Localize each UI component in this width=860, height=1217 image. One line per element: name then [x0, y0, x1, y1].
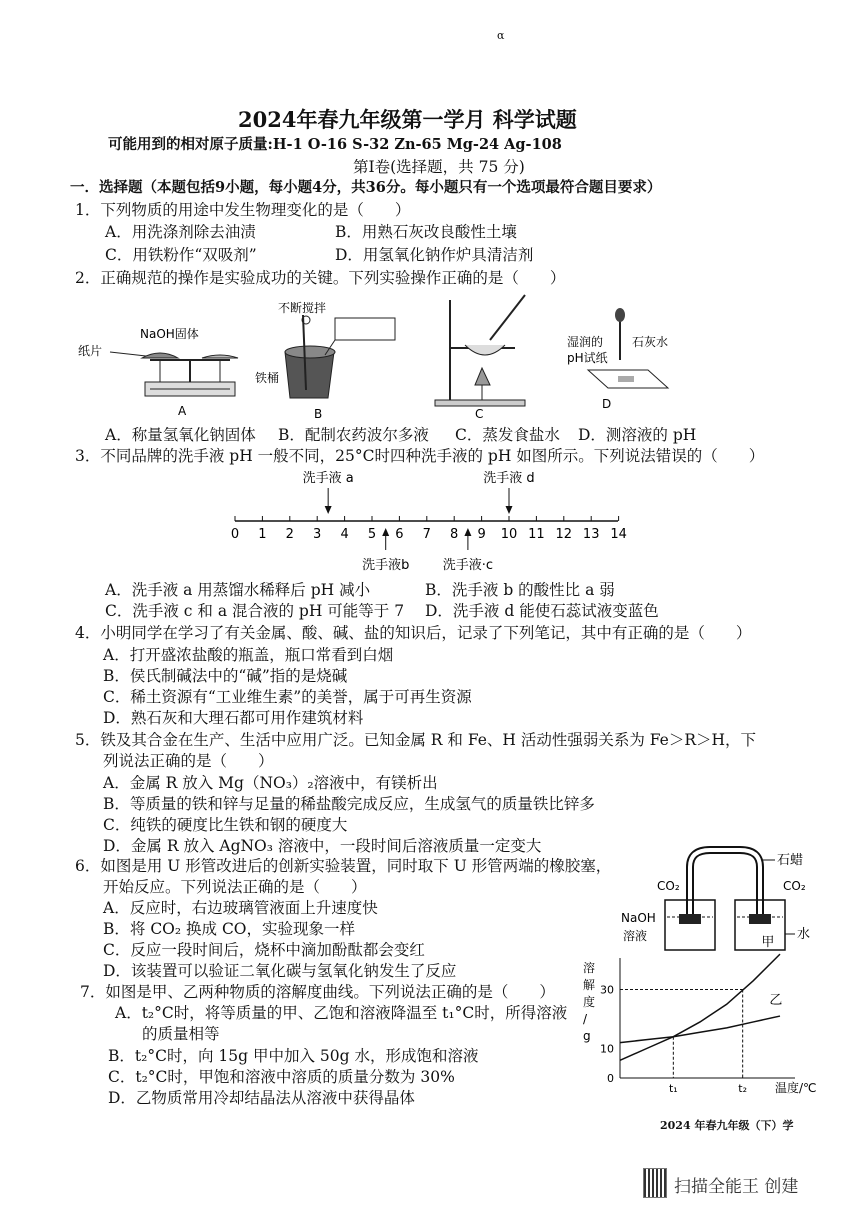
- naoh-label: NaOH: [621, 911, 656, 925]
- q4-option-d: D．熟石灰和大理石都可用作建筑材料: [103, 709, 364, 727]
- ph-tick-label: 2: [285, 527, 294, 542]
- ph-tick-label: 9: [477, 527, 486, 542]
- q5-option-c: C．纯铁的硬度比生铁和钢的硬度大: [103, 816, 348, 834]
- q3-option-b: B．洗手液 b 的酸性比 a 弱: [425, 581, 615, 599]
- fig-c-label: C: [475, 407, 484, 421]
- q1-option-c: C．用铁粉作“双吸剂”: [105, 246, 257, 264]
- limewater-label: 石灰水: [632, 335, 669, 349]
- q2-option-b: B．配制农药波尔多液: [278, 426, 429, 444]
- q7-option-c: C．t₂°C时，甲饱和溶液中溶质的质量分数为 30%: [108, 1068, 455, 1086]
- fig-d-label: D: [602, 397, 612, 411]
- q3-option-c: C．洗手液 c 和 a 混合液的 pH 可能等于 7: [105, 602, 405, 620]
- ph-tick-label: 12: [555, 527, 573, 542]
- ph-marker-arrowhead: [382, 528, 389, 536]
- q5-option-a: A．金属 R 放入 Mg（NO₃）₂溶液中，有镁析出: [103, 774, 438, 792]
- ph-marker-arrowhead: [464, 528, 471, 536]
- ph-marker-label: 洗手液 d: [483, 471, 535, 486]
- q7-option-d: D．乙物质常用冷却结晶法从溶液中获得晶体: [108, 1089, 415, 1107]
- y-axis-label: 解: [583, 978, 596, 992]
- q6-stem-cont: 开始反应。下列说法正确的是（ ）: [103, 878, 367, 896]
- q7-option-a: A．t₂°C时，将等质量的甲、乙饱和溶液降温至 t₁°C时，所得溶液: [115, 1004, 568, 1022]
- q6-option-b: B．将 CO₂ 换成 CO，实验现象一样: [103, 920, 356, 938]
- stir-label: 不断搅拌: [278, 301, 327, 315]
- q4-option-a: A．打开盛浓盐酸的瓶盖，瓶口常看到白烟: [103, 646, 394, 664]
- ph-tick-label: 14: [610, 527, 627, 542]
- q2-option-a: A．称量氢氧化钠固体: [105, 426, 256, 444]
- q4-option-c: C．稀土资源有“工业维生素”的美誉，属于可再生资源: [103, 688, 472, 706]
- q1-option-a: A．用洗涤剂除去油渍: [105, 223, 256, 241]
- ph-tick-label: 7: [422, 527, 431, 542]
- page-title: 2024年春九年级第一学月 科学试题: [238, 107, 577, 132]
- paraffin-label: 石蜡: [777, 853, 804, 868]
- co2-left-label: CO₂: [657, 879, 680, 893]
- section-heading: 一．选择题（本题包括9小题，每小题4分，共36分。每小题只有一个选项最符合题目要求）: [70, 179, 662, 196]
- ph-tick-label: 13: [582, 527, 600, 542]
- exam-tag: 2024 年春九年级（下）学: [660, 1119, 794, 1132]
- ph-tick-label: 5: [367, 527, 377, 542]
- q7-option-a-cont: 的质量相等: [142, 1025, 220, 1043]
- x-tick-label: t₂: [738, 1082, 748, 1095]
- ph-tick-label: 4: [340, 527, 349, 542]
- q1-stem: 1．下列物质的用途中发生物理变化的是（ ）: [75, 201, 411, 219]
- q5-stem: 5．铁及其合金在生产、生活中应用广泛。已知金属 R 和 Fe、H 活动性强弱关系为 Fe＞R＞H，下: [75, 731, 757, 749]
- q5-option-d: D．金属 R 放入 AgNO₃ 溶液中，一段时间后溶液质量一定变大: [103, 837, 542, 855]
- series-label: 甲: [761, 935, 775, 951]
- paper-label: 纸片: [78, 344, 103, 358]
- series-line: [620, 954, 783, 1060]
- ph-tick-label: 11: [528, 527, 545, 542]
- y-tick-label: 0: [607, 1072, 614, 1085]
- q5-option-b: B．等质量的铁和锌与足量的稀盐酸完成反应，生成氢气的质量铁比锌多: [103, 795, 595, 813]
- ph-marker-label: 洗手液·c: [442, 558, 494, 573]
- stray-mark: α: [497, 29, 505, 42]
- ph-marker-label: 洗手液b: [362, 558, 410, 573]
- ph-tick-label: 3: [313, 527, 322, 542]
- y-tick-label: 30: [600, 983, 614, 997]
- ph-tick-label: 6: [395, 527, 404, 542]
- wet-label: 湿润的: [567, 335, 604, 349]
- ph-paper-label: pH试纸: [567, 351, 608, 365]
- x-tick-label: t₁: [668, 1082, 678, 1095]
- co2-right-label: CO₂: [783, 879, 806, 893]
- q2-apparatus-figure: [70, 290, 770, 422]
- q3-stem: 3．不同品牌的洗手液 pH 一般不同，25°C时四种洗手液的 pH 如图所示。下列说法错误的（ ）: [75, 447, 765, 465]
- fig-a-label: A: [178, 404, 187, 418]
- ph-tick-label: 8: [450, 527, 459, 542]
- ph-marker-label: 洗手液 a: [302, 471, 354, 486]
- q4-option-b: B．侯氏制碱法中的“碱”指的是烧碱: [103, 667, 348, 685]
- q4-stem: 4．小明同学在学习了有关金属、酸、碱、盐的知识后，记录了下列笔记，其中有正确的是（ ）: [75, 624, 752, 642]
- atomic-mass-line: 可能用到的相对原子质量:H-1 O-16 S-32 Zn-65 Mg-24 Ag-108: [108, 136, 562, 153]
- series-label: 乙: [769, 993, 783, 1009]
- ph-tick-label: 0: [230, 527, 240, 542]
- volume-heading: 第Ⅰ卷(选择题，共 75 分): [353, 158, 525, 176]
- naoh-label: NaOH固体: [140, 327, 199, 341]
- q1-option-d: D．用氢氧化钠作炉具清洁剂: [335, 246, 534, 264]
- q6-option-c: C．反应一段时间后，烧杯中滴加酚酞都会变红: [103, 941, 425, 959]
- y-axis-label: 溶: [583, 961, 596, 975]
- fig-b-label: B: [314, 407, 323, 421]
- q7-option-b: B．t₂°C时，向 15g 甲中加入 50g 水，形成饱和溶液: [108, 1047, 479, 1065]
- y-axis-label: g: [583, 1029, 591, 1043]
- water-label: 水: [797, 927, 811, 942]
- x-axis-label: 温度/℃: [775, 1081, 817, 1095]
- q2-option-c: C．蒸发食盐水: [455, 426, 560, 444]
- q7-stem: 7．如图是甲、乙两种物质的溶解度曲线。下列说法正确的是（ ）: [80, 983, 555, 1001]
- scanner-watermark: 扫描全能王 创建: [674, 1177, 799, 1197]
- q2-stem: 2．正确规范的操作是实验成功的关键。下列实验操作正确的是（ ）: [75, 269, 566, 287]
- y-axis-label: /: [583, 1012, 588, 1026]
- q3-option-a: A．洗手液 a 用蒸馏水稀释后 pH 减小: [105, 581, 371, 599]
- scanner-logo-icon: [643, 1168, 667, 1198]
- bucket-label: 铁桶: [255, 371, 280, 385]
- y-tick-label: 10: [600, 1042, 614, 1056]
- ph-tick-label: 10: [500, 527, 518, 542]
- ph-scale-figure: [220, 466, 640, 578]
- ph-marker-arrowhead: [506, 506, 513, 514]
- q2-option-d: D．测溶液的 pH: [578, 426, 697, 444]
- q6-stem: 6．如图是用 U 形管改进后的创新实验装置，同时取下 U 形管两端的橡胶塞，: [75, 857, 612, 875]
- q1-option-b: B．用熟石灰改良酸性土壤: [335, 223, 517, 241]
- q6-option-d: D．该装置可以验证二氧化碳与氢氧化钠发生了反应: [103, 962, 457, 980]
- series-line: [620, 1016, 780, 1043]
- ph-tick-label: 1: [258, 527, 267, 542]
- balance-figure: [110, 352, 238, 396]
- q5-stem-cont: 列说法正确的是（ ）: [103, 752, 274, 770]
- y-axis-label: 度: [583, 995, 596, 1009]
- q3-option-d: D．洗手液 d 能使石蕊试液变蓝色: [425, 602, 659, 620]
- u-tube-figure: [615, 842, 815, 960]
- solution-label: 溶液: [623, 929, 648, 943]
- ph-marker-arrowhead: [325, 506, 332, 514]
- evaporation-figure: [435, 295, 525, 406]
- q6-option-a: A．反应时，右边玻璃管液面上升速度快: [103, 899, 378, 917]
- bucket-figure: [285, 315, 395, 398]
